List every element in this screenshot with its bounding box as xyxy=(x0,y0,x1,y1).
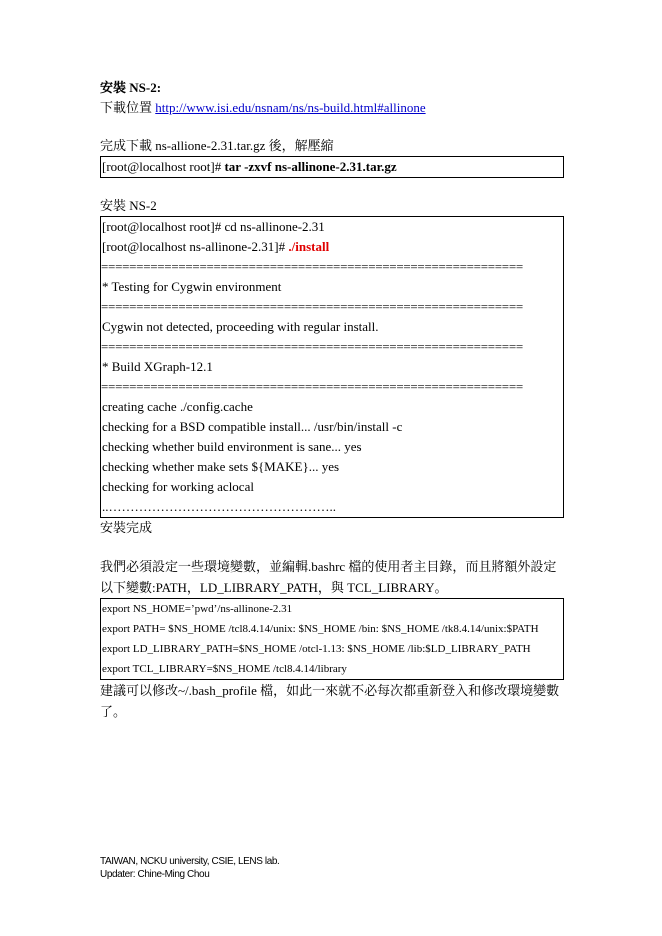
footer-line-2: Updater: Chine-Ming Chou xyxy=(100,869,210,880)
install-prompt: [root@localhost ns-allinone-2.31]# xyxy=(102,239,289,254)
testing-line: * Testing for Cygwin environment xyxy=(102,279,282,294)
spacer xyxy=(100,118,564,136)
output-ellipsis: ..…………………………………………….. xyxy=(102,499,336,514)
export-line: export LD_LIBRARY_PATH=$NS_HOME /otcl-1.13: $NS_HOME /lib:$LD_LIBRARY_PATH xyxy=(102,643,531,655)
export-line: export NS_HOME=’pwd’/ns-allinone-2.31 xyxy=(102,603,293,615)
install-command xyxy=(101,237,563,257)
footer xyxy=(100,855,279,881)
extract-text: 完成下載 ns-allione-2.31.tar.gz 後，解壓縮 xyxy=(100,138,334,153)
export-line: export TCL_LIBRARY=$NS_HOME /tcl8.4.14/library xyxy=(102,663,347,675)
env-paragraph: 我們必須設定一些環境變數，並編輯.bashrc 檔的使用者主目錄，而且將額外設定以下變數:PATH，LD_LIBRARY_PATH，與 TCL_LIBRARY。 xyxy=(100,559,557,595)
output-line: checking for working aclocal xyxy=(102,479,254,494)
separator: ============================================================ xyxy=(101,339,523,354)
install-heading: 安裝 NS-2: xyxy=(100,80,162,95)
install-command-text: ./install xyxy=(288,239,330,254)
extract-prompt: [root@localhost root]# xyxy=(102,159,225,174)
install-output-box xyxy=(100,216,564,518)
output-line: checking whether build environment is sane... yes xyxy=(102,439,362,454)
extract-command-text: tar -zxvf ns-allinone-2.31.tar.gz xyxy=(224,159,397,174)
separator: ============================================================ xyxy=(101,259,523,274)
suggestion-paragraph: 建議可以修改~/.bash_profile 檔，如此一來就不必每次都重新登入和修改環境變數了。 xyxy=(100,683,560,719)
spacer xyxy=(100,538,564,556)
export-line: export PATH= $NS_HOME /tcl8.4.14/unix: $NS_HOME /bin: $NS_HOME /tk8.4.14/unix:$PATH xyxy=(102,623,539,635)
separator: ============================================================ xyxy=(101,379,523,394)
cd-command: [root@localhost root]# cd ns-allinone-2.31 xyxy=(102,219,325,234)
footer-line-1: TAIWAN, NCKU university, CSIE, LENS lab. xyxy=(100,856,280,867)
extract-command-box xyxy=(100,156,564,178)
spacer xyxy=(100,178,564,196)
output-line: checking whether make sets ${MAKE}... yes xyxy=(102,459,340,474)
extract-command xyxy=(101,157,563,177)
output-line: creating cache ./config.cache xyxy=(102,399,253,414)
cygwin-line: Cygwin not detected, proceeding with regular install. xyxy=(102,319,379,334)
install-ns2-heading: 安裝 NS-2 xyxy=(100,198,157,213)
document-body xyxy=(100,78,564,722)
separator: ============================================================ xyxy=(101,299,523,314)
install-done-text: 安裝完成 xyxy=(100,520,153,535)
download-label: 下載位置 xyxy=(100,100,156,115)
download-line xyxy=(100,98,564,118)
export-box xyxy=(100,598,564,680)
output-line: checking for a BSD compatible install... /usr/bin/install -c xyxy=(102,419,403,434)
xgraph-line: * Build XGraph-12.1 xyxy=(102,359,213,374)
download-link[interactable]: http://www.isi.edu/nsnam/ns/ns-build.html#allinone xyxy=(155,100,426,115)
